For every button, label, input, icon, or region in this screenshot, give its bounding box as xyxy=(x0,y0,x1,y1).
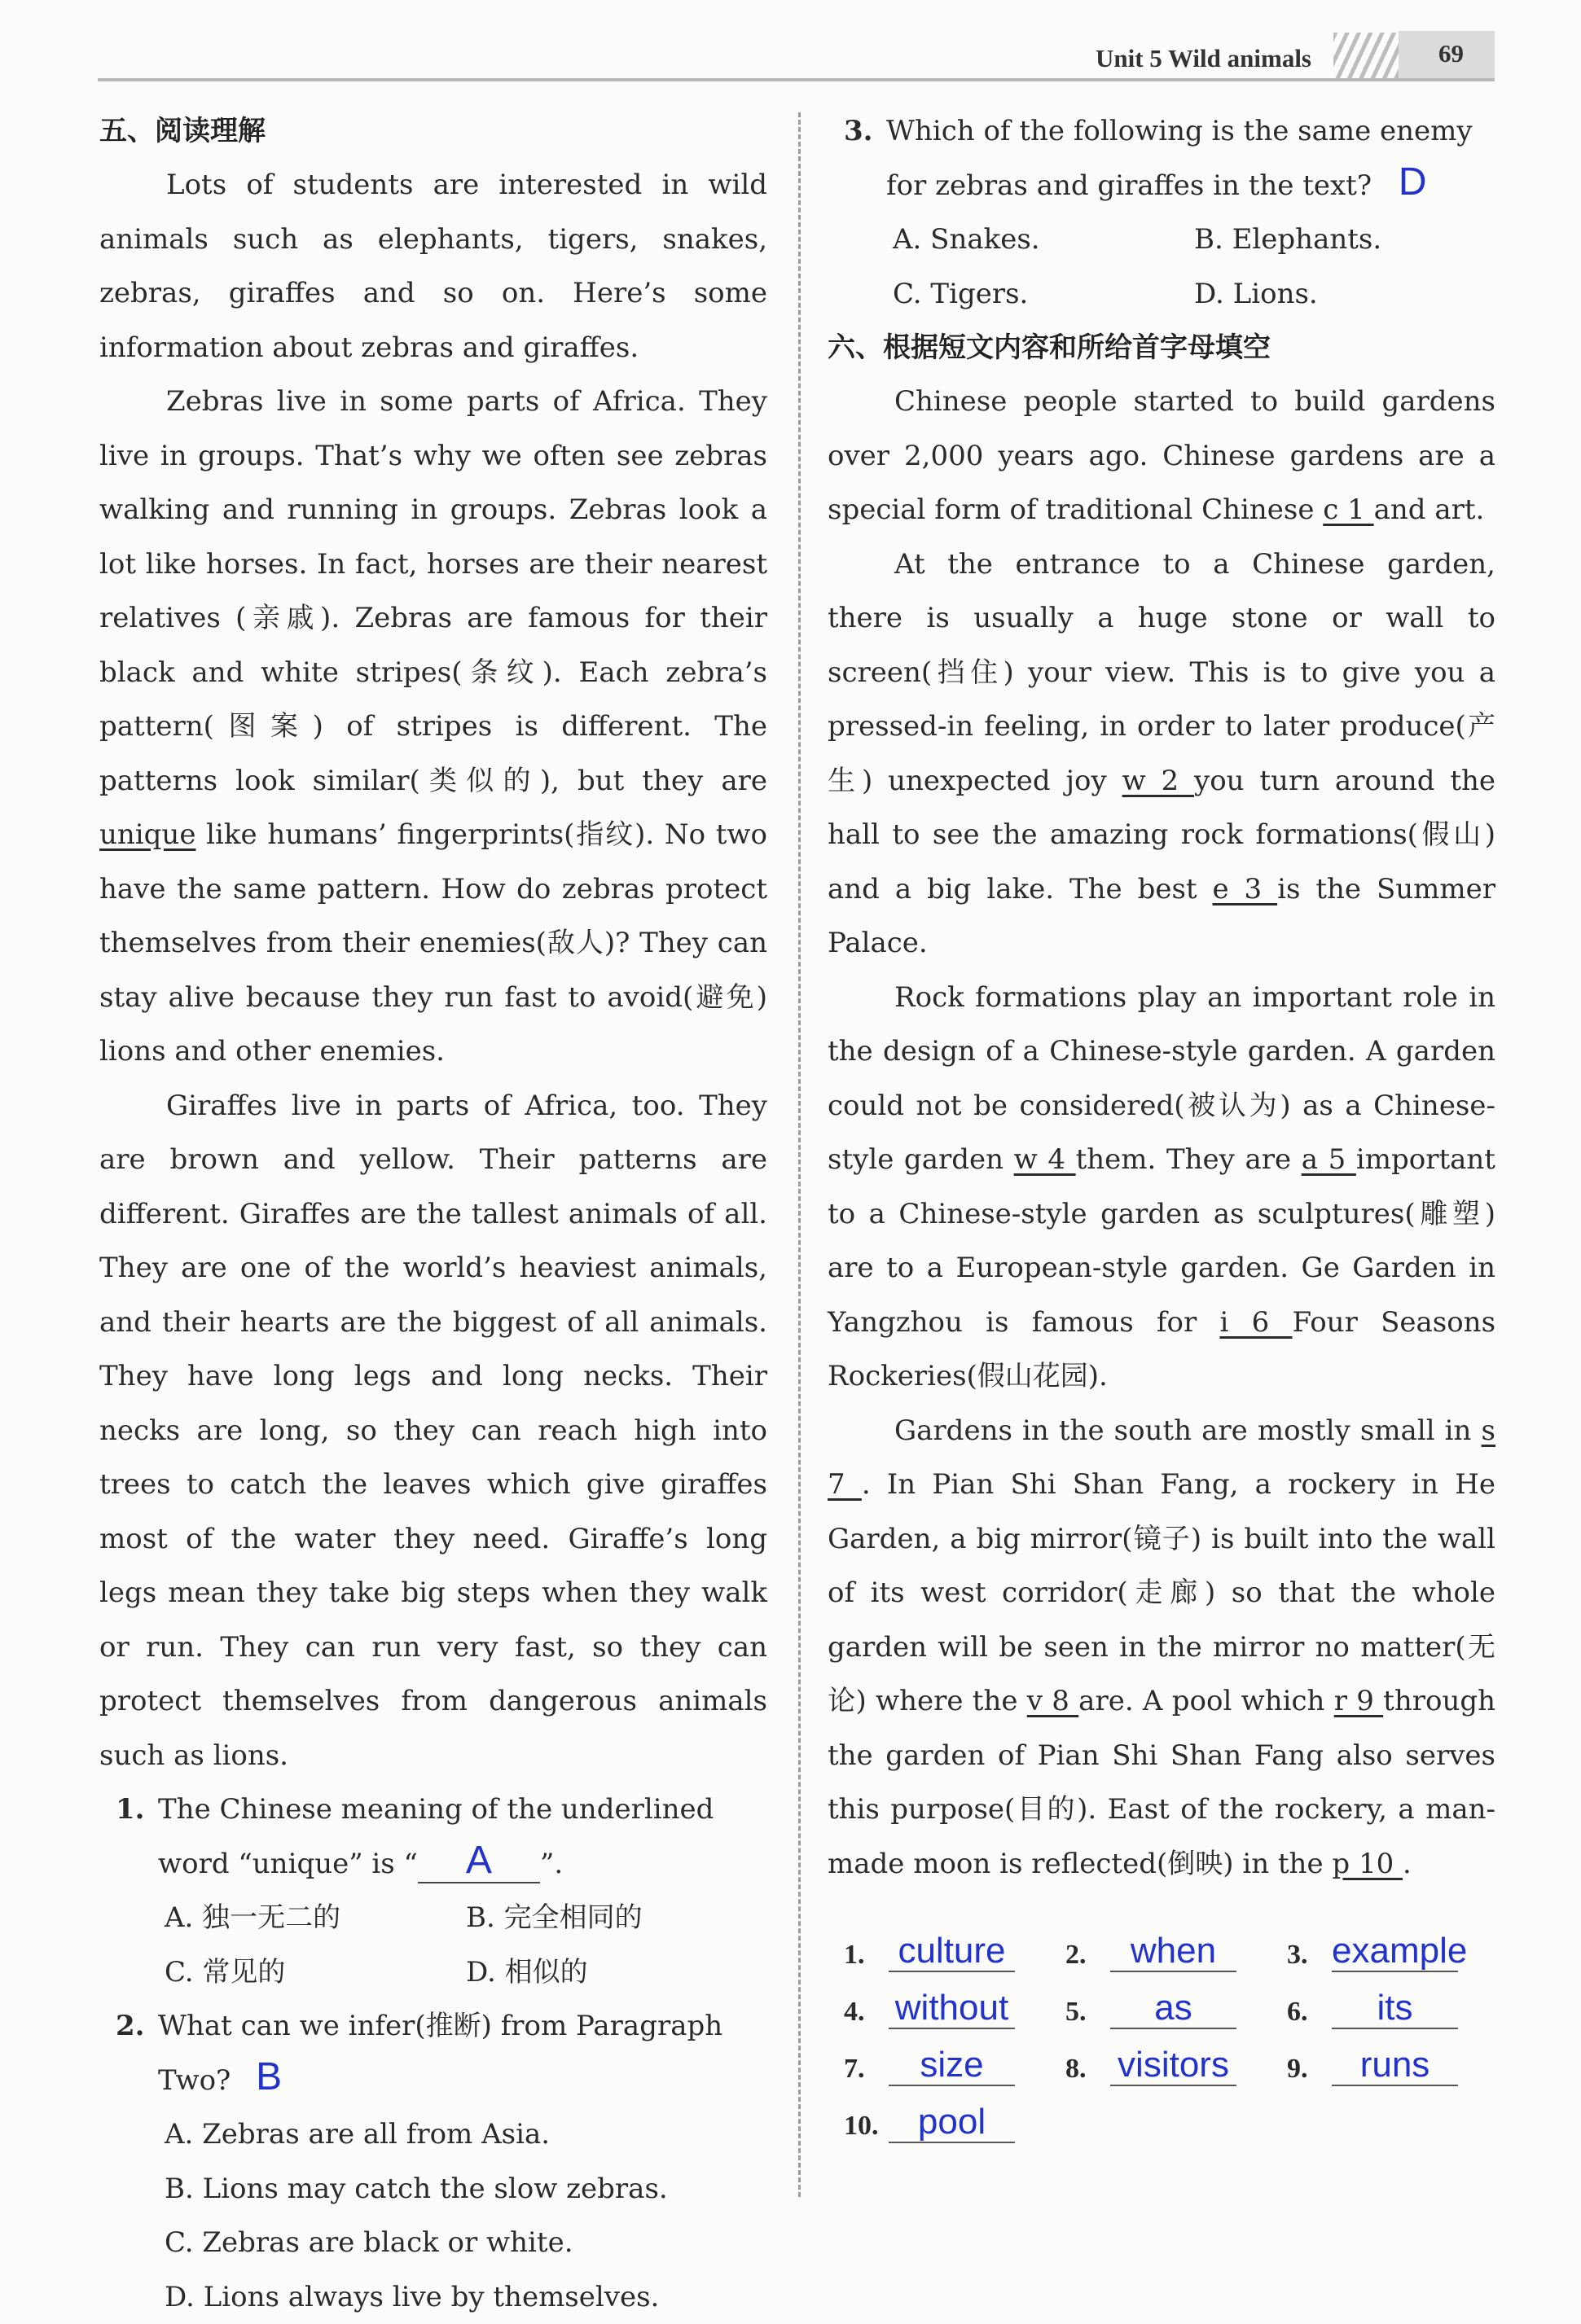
answer-field[interactable]: when xyxy=(1110,1932,1236,1972)
question-3-option-c[interactable]: C. Tigers. xyxy=(893,267,1194,322)
question-3-option-d[interactable]: D. Lions. xyxy=(1194,267,1495,322)
cloze-p4-text-d: through the garden of Pian Shi Shan Fang also serves this purpose(目的). East of the rockery, a man-made moon is reflected(倒映) in the xyxy=(828,1685,1495,1880)
question-2-stem: What can we infer(推断) from Paragraph Two? xyxy=(158,2010,722,2097)
question-2-options xyxy=(99,2107,767,2324)
cloze-p3-text-c: important to a Chinese-style garden as sculptures(雕塑) are to a European-style garden. Ge Garden in Yangzhou is famous for xyxy=(828,1143,1495,1339)
question-3-stem: Which of the following is the same enemy for zebras and giraffes in the text? xyxy=(886,115,1473,202)
answer-field[interactable]: its xyxy=(1332,1989,1458,2029)
answer-row xyxy=(828,2036,1495,2093)
cloze-blank-8[interactable]: v 8 xyxy=(1027,1685,1078,1717)
question-1-option-c[interactable]: C. 常见的 xyxy=(165,1945,466,2000)
question-2 xyxy=(99,1999,767,2107)
reading-title: 五、阅读理解 xyxy=(99,104,767,158)
cloze-p1-text-b: and art. xyxy=(1374,493,1485,526)
cloze-blank-2[interactable]: w 2 xyxy=(1122,765,1194,797)
cloze-blank-10[interactable]: p 10 xyxy=(1332,1848,1403,1880)
cloze-answer-grid xyxy=(828,1922,1495,2150)
answer-item xyxy=(828,1979,1039,2036)
right-column xyxy=(828,104,1495,1891)
header-rule xyxy=(98,78,1495,81)
question-1-answer: A xyxy=(466,1839,492,1882)
question-2-answer: B xyxy=(256,2055,282,2098)
answer-number: 4. xyxy=(844,1997,865,2028)
question-1-option-d[interactable]: D. 相似的 xyxy=(466,1945,767,2000)
cloze-blank-3[interactable]: e 3 xyxy=(1213,873,1278,905)
question-1-options xyxy=(99,1891,767,1999)
answer-number: 6. xyxy=(1287,1997,1308,2028)
answer-item xyxy=(828,1922,1039,1979)
question-3-answer: D xyxy=(1399,160,1427,204)
answer-field[interactable]: as xyxy=(1110,1989,1236,2029)
question-2-option-b[interactable]: B. Lions may catch the slow zebras. xyxy=(165,2162,767,2217)
question-1-option-a[interactable]: A. 独一无二的 xyxy=(165,1891,466,1945)
reading-paragraph-1: Lots of students are interested in wild animals such as elephants, tigers, snakes, zebras, giraffes and so on. Here’s some information about zebras and giraffes. xyxy=(99,158,767,375)
question-2-option-a[interactable]: A. Zebras are all from Asia. xyxy=(165,2107,767,2162)
answer-number: 9. xyxy=(1287,2054,1308,2085)
answer-item xyxy=(828,2093,1039,2150)
answer-item xyxy=(828,2036,1039,2093)
cloze-p4-text-a: Gardens in the south are mostly small in xyxy=(894,1414,1482,1447)
answer-field[interactable]: runs xyxy=(1332,2046,1458,2086)
question-1-option-b[interactable]: B. 完全相同的 xyxy=(466,1891,767,1945)
cloze-paragraph-2 xyxy=(828,537,1495,971)
answer-row xyxy=(828,1979,1495,2036)
column-divider xyxy=(798,112,801,2197)
cloze-blank-6[interactable]: i 6 xyxy=(1219,1306,1292,1339)
cloze-p3-text-a: Rock formations play an important role in the design of a Chinese-style garden. A garden could not be considered(被认为) as a Chinese-style garden xyxy=(828,981,1495,1177)
answer-item xyxy=(1271,1922,1482,1979)
question-1-number: 1. xyxy=(116,1782,145,1837)
question-1-answer-blank[interactable] xyxy=(418,1844,540,1883)
question-3-options xyxy=(828,213,1495,321)
reading-p2-text-b: like humans’ fingerprints(指纹). No two have the same pattern. How do zebras protect themselves from their enemies(敌人)? They can stay alive because they run fast to avoid(避免) lions and other enemies. xyxy=(99,818,767,1068)
cloze-blank-7[interactable]: s 7 xyxy=(828,1414,1495,1502)
unit-title: Unit 5 Wild animals xyxy=(1096,44,1311,73)
answer-field[interactable]: visitors xyxy=(1110,2046,1236,2086)
question-2-option-d[interactable]: D. Lions always live by themselves. xyxy=(165,2270,767,2324)
answer-number: 2. xyxy=(1065,1940,1087,1971)
cloze-p2-text-a: At the entrance to a Chinese garden, there is usually a huge stone or wall to screen(挡住) your view. This is to give you a pressed-in feeling, in order to later produce(产生) unexpected joy xyxy=(828,548,1495,797)
cloze-p4-text-c: are. A pool which xyxy=(1078,1685,1334,1717)
answer-number: 1. xyxy=(844,1940,865,1971)
answer-item xyxy=(1049,1979,1261,2036)
question-3-option-a[interactable]: A. Snakes. xyxy=(893,213,1194,267)
reading-p2-text-a: Zebras live in some parts of Africa. They live in groups. That’s why we often see zebras walking and running in groups. Zebras look a lot like horses. In fact, horses are their nearest relatives (亲戚). Zebras are famous for their black and white stripes(条纹). Each zebra’s pattern(图案) of stripes is different. The patterns look similar(类似的), but they are xyxy=(99,385,767,797)
page-number: 69 xyxy=(1438,39,1464,68)
answer-number: 10. xyxy=(844,2111,879,2142)
answer-item xyxy=(1271,1979,1482,2036)
cloze-blank-1[interactable]: c 1 xyxy=(1323,493,1373,526)
cloze-paragraph-3 xyxy=(828,971,1495,1404)
answer-number: 7. xyxy=(844,2054,865,2085)
cloze-paragraph-1 xyxy=(828,375,1495,537)
page-header xyxy=(98,31,1495,81)
header-decoration xyxy=(1333,33,1399,80)
question-3 xyxy=(828,104,1495,213)
answer-item xyxy=(1049,1922,1261,1979)
answer-number: 8. xyxy=(1065,2054,1087,2085)
question-1 xyxy=(99,1782,767,1891)
question-2-number: 2. xyxy=(116,1999,145,2054)
underlined-word-unique: unique xyxy=(99,818,195,851)
answer-field[interactable]: size xyxy=(889,2046,1015,2086)
answer-field[interactable]: culture xyxy=(889,1932,1015,1972)
question-3-option-b[interactable]: B. Elephants. xyxy=(1194,213,1495,267)
answer-row xyxy=(828,1922,1495,1979)
reading-paragraph-2 xyxy=(99,375,767,1079)
answer-field[interactable]: without xyxy=(889,1989,1015,2029)
cloze-p2-text-b: you turn around the hall to see the amazing rock formations(假山) and a big lake. The best xyxy=(828,765,1495,905)
question-2-option-c[interactable]: C. Zebras are black or white. xyxy=(165,2216,767,2270)
cloze-blank-9[interactable]: r 9 xyxy=(1334,1685,1383,1717)
cloze-blank-4[interactable]: w 4 xyxy=(1014,1143,1076,1176)
cloze-p3-text-d: Four Seasons Rockeries(假山花园). xyxy=(828,1306,1495,1393)
question-1-stem: The Chinese meaning of the underlined word “unique” is “ xyxy=(158,1793,714,1880)
cloze-p1-text-a: Chinese people started to build gardens over 2,000 years ago. Chinese gardens are a special form of traditional Chinese xyxy=(828,385,1495,526)
cloze-paragraph-4 xyxy=(828,1404,1495,1892)
cloze-blank-5[interactable]: a 5 xyxy=(1302,1143,1356,1176)
cloze-p2-text-c: is the Summer Palace. xyxy=(828,873,1495,960)
cloze-p4-text-e: . xyxy=(1403,1848,1412,1880)
answer-number: 5. xyxy=(1065,1997,1087,2028)
answer-number: 3. xyxy=(1287,1940,1308,1971)
answer-field[interactable]: example xyxy=(1332,1932,1458,1972)
cloze-p4-text-b: . In Pian Shi Shan Fang, a rockery in He Garden, a big mirror(镜子) is built into the wall of its west corridor(走廊) so that the whole garden will be seen in the mirror no matter(无论) where the xyxy=(828,1468,1495,1717)
reading-section xyxy=(99,104,767,2324)
answer-item xyxy=(1049,2036,1261,2093)
reading-paragraph-3: Giraffes live in parts of Africa, too. They are brown and yellow. Their patterns are different. Giraffes are the tallest animals of all. They are one of the world’s heaviest animals, and their hearts are the biggest of all animals. They have long legs and long necks. Their necks are long, so they can reach high into trees to catch the leaves which give giraffes most of the water they need. Giraffe’s long legs mean they take big steps when they walk or run. They can run very fast, so they can protect themselves from dangerous animals such as lions. xyxy=(99,1079,767,1783)
question-1-stem-end: ”. xyxy=(540,1848,563,1880)
cloze-title: 六、根据短文内容和所给首字母填空 xyxy=(828,321,1495,375)
answer-item xyxy=(1271,2036,1482,2093)
cloze-p3-text-b: them. They are xyxy=(1076,1143,1302,1176)
answer-row xyxy=(828,2093,1495,2150)
answer-field[interactable]: pool xyxy=(889,2103,1015,2143)
question-3-number: 3. xyxy=(844,104,873,159)
